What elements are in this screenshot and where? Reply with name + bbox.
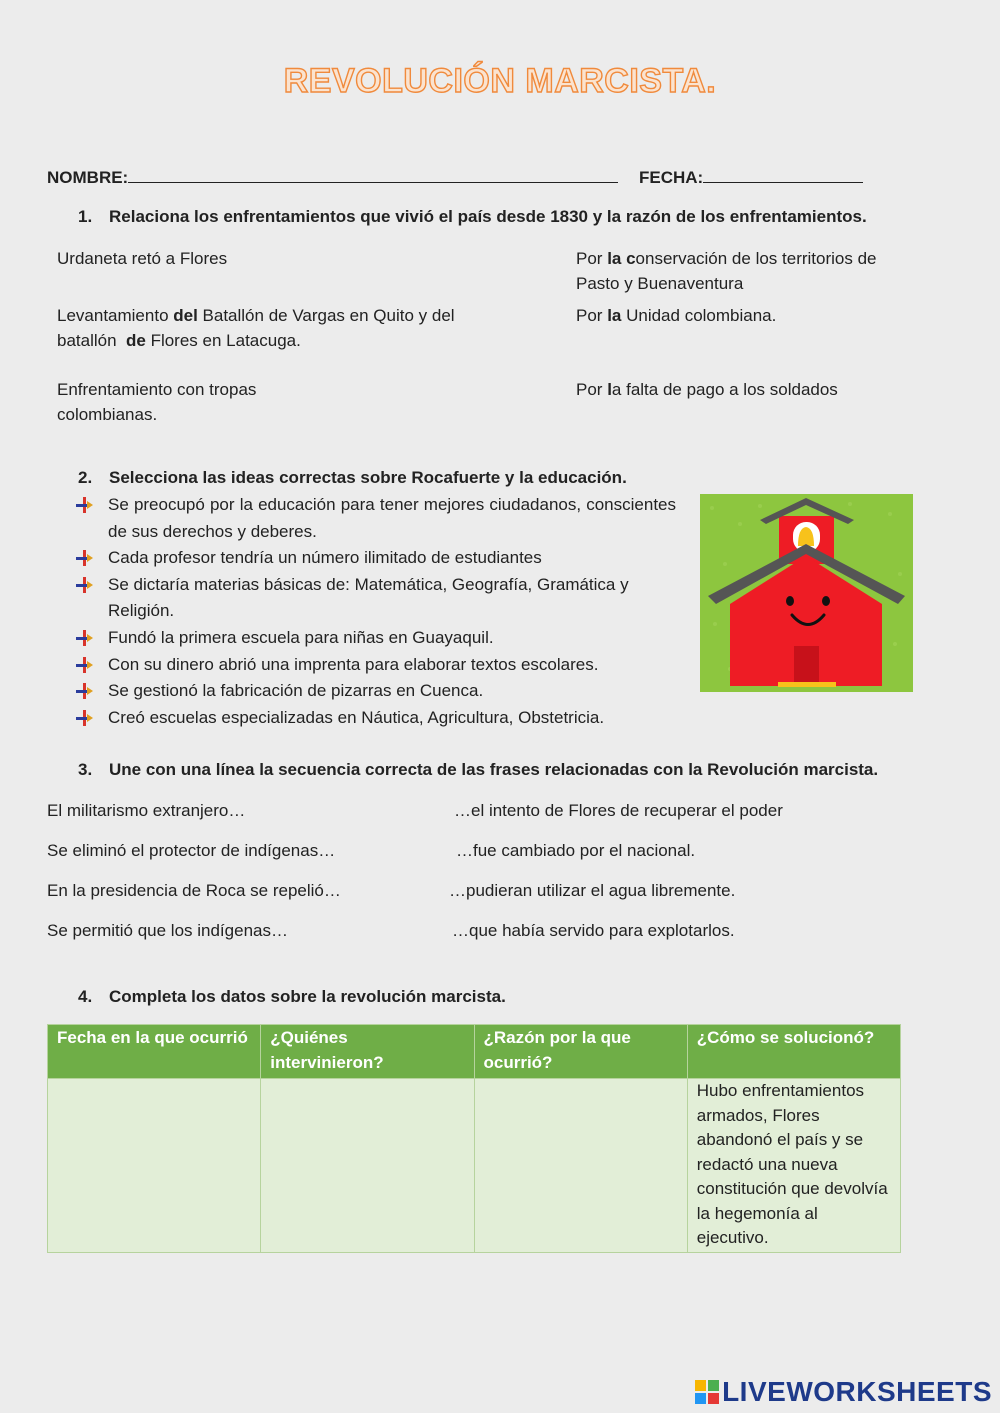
question-2 bbox=[78, 468, 778, 488]
table-row bbox=[48, 1079, 901, 1253]
q1-left-item[interactable]: Levantamiento del Batallón de Vargas en Quito y del batallón de Flores en Latacuga. bbox=[57, 306, 455, 350]
bullet-arrow-icon bbox=[76, 497, 92, 513]
date-field bbox=[639, 168, 863, 188]
q2-option[interactable]: Se gestionó la fabricación de pizarras en Cuenca. bbox=[76, 678, 676, 705]
q2-option[interactable]: Creó escuelas especializadas en Náutica, Agricultura, Obstetricia. bbox=[76, 705, 676, 732]
table-cell-solution: Hubo enfrentamientos armados, Flores abandonó el país y se redactó una nueva constitución que devolvía la hegemonía al ejecutivo. bbox=[687, 1079, 900, 1253]
question-1 bbox=[78, 207, 978, 227]
question-1-number: 1. bbox=[78, 207, 93, 226]
name-field bbox=[47, 168, 618, 188]
bullet-arrow-icon bbox=[76, 710, 92, 726]
q2-option[interactable]: Cada profesor tendría un número ilimitado de estudiantes bbox=[76, 545, 676, 572]
name-line[interactable] bbox=[128, 168, 618, 183]
q2-option[interactable]: Con su dinero abrió una imprenta para elaborar textos escolares. bbox=[76, 652, 676, 679]
bullet-arrow-icon bbox=[76, 683, 92, 699]
table-cell-date[interactable] bbox=[48, 1079, 261, 1253]
bullet-arrow-icon bbox=[76, 550, 92, 566]
table-header-date: Fecha en la que ocurrió bbox=[48, 1025, 261, 1079]
question-3 bbox=[78, 760, 978, 780]
q3-left-item[interactable]: En la presidencia de Roca se repelió… bbox=[47, 881, 341, 900]
table-header-solution: ¿Cómo se solucionó? bbox=[687, 1025, 900, 1079]
page-title: REVOLUCIÓN MARCISTA. bbox=[283, 62, 717, 100]
q1-right-item[interactable]: Por la Unidad colombiana. bbox=[576, 306, 777, 325]
liveworksheets-logo bbox=[695, 1376, 992, 1408]
table-header-reason: ¿Razón por la que ocurrió? bbox=[474, 1025, 687, 1079]
table-header-row bbox=[48, 1025, 901, 1079]
q3-left-item[interactable]: Se permitió que los indígenas… bbox=[47, 921, 288, 940]
question-3-text: Une con una línea la secuencia correcta de las frases relacionadas con la Revolución marcista. bbox=[109, 760, 879, 779]
bullet-arrow-icon bbox=[76, 657, 92, 673]
data-table bbox=[47, 1024, 901, 1253]
table-cell-who[interactable] bbox=[261, 1079, 474, 1253]
date-line[interactable] bbox=[703, 168, 863, 183]
q2-option[interactable]: Se preocupó por la educación para tener mejores ciudadanos, conscientes de sus derechos y deberes. bbox=[76, 492, 676, 545]
q3-right-item[interactable]: …fue cambiado por el nacional. bbox=[456, 841, 696, 860]
logo-text: LIVEWORKSHEETS bbox=[722, 1376, 992, 1407]
q2-option[interactable]: Fundó la primera escuela para niñas en Guayaquil. bbox=[76, 625, 676, 652]
question-4-number: 4. bbox=[78, 987, 93, 1006]
q3-left-item[interactable]: El militarismo extranjero… bbox=[47, 801, 246, 820]
q1-right-item[interactable]: Por la conservación de los territorios de Pasto y Buenaventura bbox=[576, 249, 877, 293]
question-2-text: Selecciona las ideas correctas sobre Rocafuerte y la educación. bbox=[109, 468, 627, 487]
q3-left-item[interactable]: Se eliminó el protector de indígenas… bbox=[47, 841, 336, 860]
liveworksheets-blocks-icon bbox=[695, 1380, 719, 1404]
q2-option[interactable]: Se dictaría materias básicas de: Matemática, Geografía, Gramática y Religión. bbox=[76, 572, 676, 625]
question-3-number: 3. bbox=[78, 760, 93, 779]
q1-left-item[interactable]: Enfrentamiento con tropas colombianas. bbox=[57, 380, 257, 424]
q1-left-item[interactable]: Urdaneta retó a Flores bbox=[57, 249, 228, 268]
bullet-arrow-icon bbox=[76, 630, 92, 646]
q3-right-item[interactable]: …que había servido para explotarlos. bbox=[452, 921, 735, 940]
q3-right-item[interactable]: …el intento de Flores de recuperar el poder bbox=[454, 801, 783, 820]
table-header-who: ¿Quiénes intervinieron? bbox=[261, 1025, 474, 1079]
q1-right-item[interactable]: Por la falta de pago a los soldados bbox=[576, 380, 838, 399]
name-label: NOMBRE: bbox=[47, 168, 129, 187]
q3-right-item[interactable]: …pudieran utilizar el agua libremente. bbox=[449, 881, 736, 900]
bullet-arrow-icon bbox=[76, 577, 92, 593]
question-4 bbox=[78, 987, 778, 1007]
table-cell-reason[interactable] bbox=[474, 1079, 687, 1253]
schoolhouse-icon bbox=[700, 494, 913, 692]
question-2-number: 2. bbox=[78, 468, 93, 487]
date-label: FECHA: bbox=[639, 168, 704, 187]
q2-options bbox=[76, 492, 676, 731]
question-4-text: Completa los datos sobre la revolución marcista. bbox=[109, 987, 506, 1006]
question-1-text: Relaciona los enfrentamientos que vivió el país desde 1830 y la razón de los enfrentamientos. bbox=[109, 207, 867, 226]
